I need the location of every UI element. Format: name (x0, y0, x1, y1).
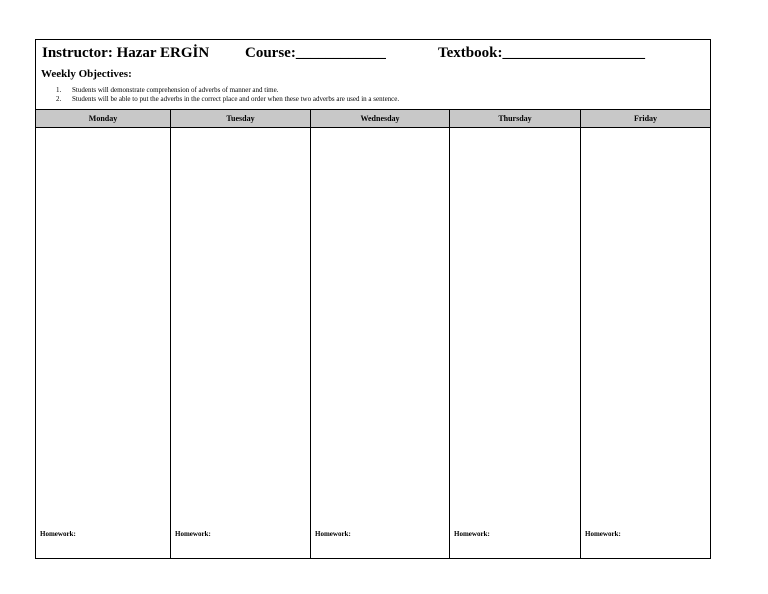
day-column-tuesday (171, 110, 311, 558)
day-header: Wednesday (311, 110, 449, 128)
objective-text: Students will be able to put the adverbs in the correct place and order when these two adverbs are used in a sentence. (72, 95, 400, 103)
weekly-grid (36, 109, 710, 558)
objectives-list (56, 86, 399, 104)
objective-item (56, 86, 399, 95)
day-header: Tuesday (171, 110, 310, 128)
homework-label: Homework: (585, 530, 621, 538)
day-column-friday (581, 110, 710, 558)
day-column-thursday (450, 110, 581, 558)
objective-item (56, 95, 399, 104)
objective-number: 2. (56, 95, 62, 103)
homework-label: Homework: (454, 530, 490, 538)
day-header: Monday (36, 110, 170, 128)
homework-label: Homework: (315, 530, 351, 538)
day-column-monday (36, 110, 171, 558)
day-header: Friday (581, 110, 710, 128)
objectives-title: Weekly Objectives: (41, 68, 132, 80)
course-field: Course:____________ (245, 45, 386, 61)
objective-text: Students will demonstrate comprehension of adverbs of manner and time. (72, 86, 279, 94)
day-column-wednesday (311, 110, 450, 558)
lesson-plan-sheet (35, 39, 711, 559)
homework-label: Homework: (175, 530, 211, 538)
instructor-label: Instructor: Hazar ERGİN (42, 45, 210, 61)
day-header: Thursday (450, 110, 580, 128)
header (42, 45, 704, 67)
homework-label: Homework: (40, 530, 76, 538)
objective-number: 1. (56, 86, 62, 94)
textbook-field: Textbook:___________________ (438, 45, 645, 61)
